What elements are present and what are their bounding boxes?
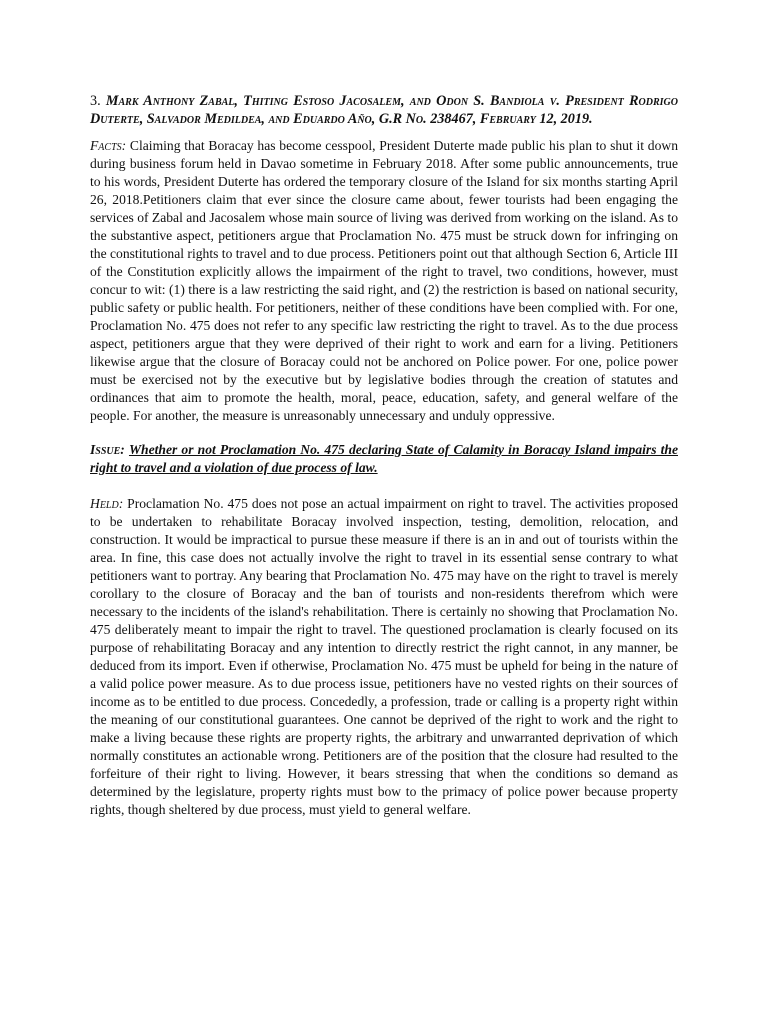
facts-text: Claiming that Boracay has become cesspool, President Duterte made public his plan to shut it down during business forum held in Davao sometime in February 2018. After some public announcements, true to his words, President Duterte has ordered the temporary closure of the Island for six months starting April 26, 2018.Petitioners claim that ever since the closure came about, fewer tourists had been engaging the services of Zabal and Jacosalem whose main source of living was derived from working on the island. As to the substantive aspect, petitioners argue that Proclamation No. 475 must be struck down for infringing on the constitutional rights to travel and to due process. Petitioners point out that although Section 6, Article III of the Constitution explicitly allows the impairment of the right to travel, two conditions, however, must concur to wit: (1) there is a law restricting the said right, and (2) the restriction is based on national security, public safety or public health. For petitioners, neither of these conditions have been complied with. For one, Proclamation No. 475 does not refer to any specific law restricting the right to travel. As to the due process aspect, petitioners argue that they were deprived of their right to work and earn for a living. Petitioners likewise argue that the closure of Boracay could not be anchored on Police power. For one, police power must be exercised not by the executive but by legislative bodies through the creation of statutes and ordinances that aim to promote the health, moral, peace, education, safety, and general welfare of the people. For another, the measure is unreasonably unnecessary and unduly oppressive. <box>90 138 678 423</box>
held-paragraph <box>90 495 678 819</box>
case-title: Mark Anthony Zabal, Thiting Estoso Jacosalem, and Odon S. Bandiola v. President Rodrigo Duterte, Salvador Medildea, and Eduardo Año, G.R No. 238467, February 12, 2019. <box>90 93 678 127</box>
facts-paragraph <box>90 137 678 425</box>
case-number: 3. <box>90 93 101 109</box>
document-page <box>90 92 678 819</box>
held-text: Proclamation No. 475 does not pose an actual impairment on right to travel. The activities proposed to be undertaken to rehabilitate Boracay involved inspection, testing, demolition, relocation, and construction. It would be impractical to pursue these measure if there is an in and out of tourists within the area. In fine, this case does not actually involve the right to travel in its essential sense contrary to what petitioners want to portray. Any bearing that Proclamation No. 475 may have on the right to travel is merely corollary to the closure of Boracay and the ban of tourists and non-residents therefrom which were necessary to the incidents of the island's rehabilitation. There is certainly no showing that Proclamation No. 475 deliberately meant to impair the right to travel. The questioned proclamation is clearly focused on its purpose of rehabilitating Boracay and any intention to directly restrict the right cannot, in any manner, be deduced from its import. Even if otherwise, Proclamation No. 475 must be upheld for being in the nature of a valid police power measure. As to due process issue, petitioners have no vested rights on their sources of income as to be entitled to due process. Concededly, a profession, trade or calling is a property right within the meaning of our constitutional guarantees. One cannot be deprived of the right to work and the right to make a living because these rights are property rights, the arbitrary and unwarranted deprivation of which normally constitutes an actionable wrong. Petitioners are of the position that the closure had resulted to the forfeiture of their right to living. However, it bears stressing that when the conditions so demand as determined by the legislature, property rights must bow to the primacy of police power because property rights, though sheltered by due process, must yield to general welfare. <box>90 496 678 817</box>
issue-text: Whether or not Proclamation No. 475 declaring State of Calamity in Boracay Island impairs the right to travel and a violation of due process of law. <box>90 442 678 475</box>
issue-paragraph <box>90 441 678 477</box>
issue-label: Issue: <box>90 442 125 457</box>
case-heading <box>90 92 678 128</box>
held-label: Held: <box>90 496 124 511</box>
facts-label: Facts: <box>90 138 127 153</box>
